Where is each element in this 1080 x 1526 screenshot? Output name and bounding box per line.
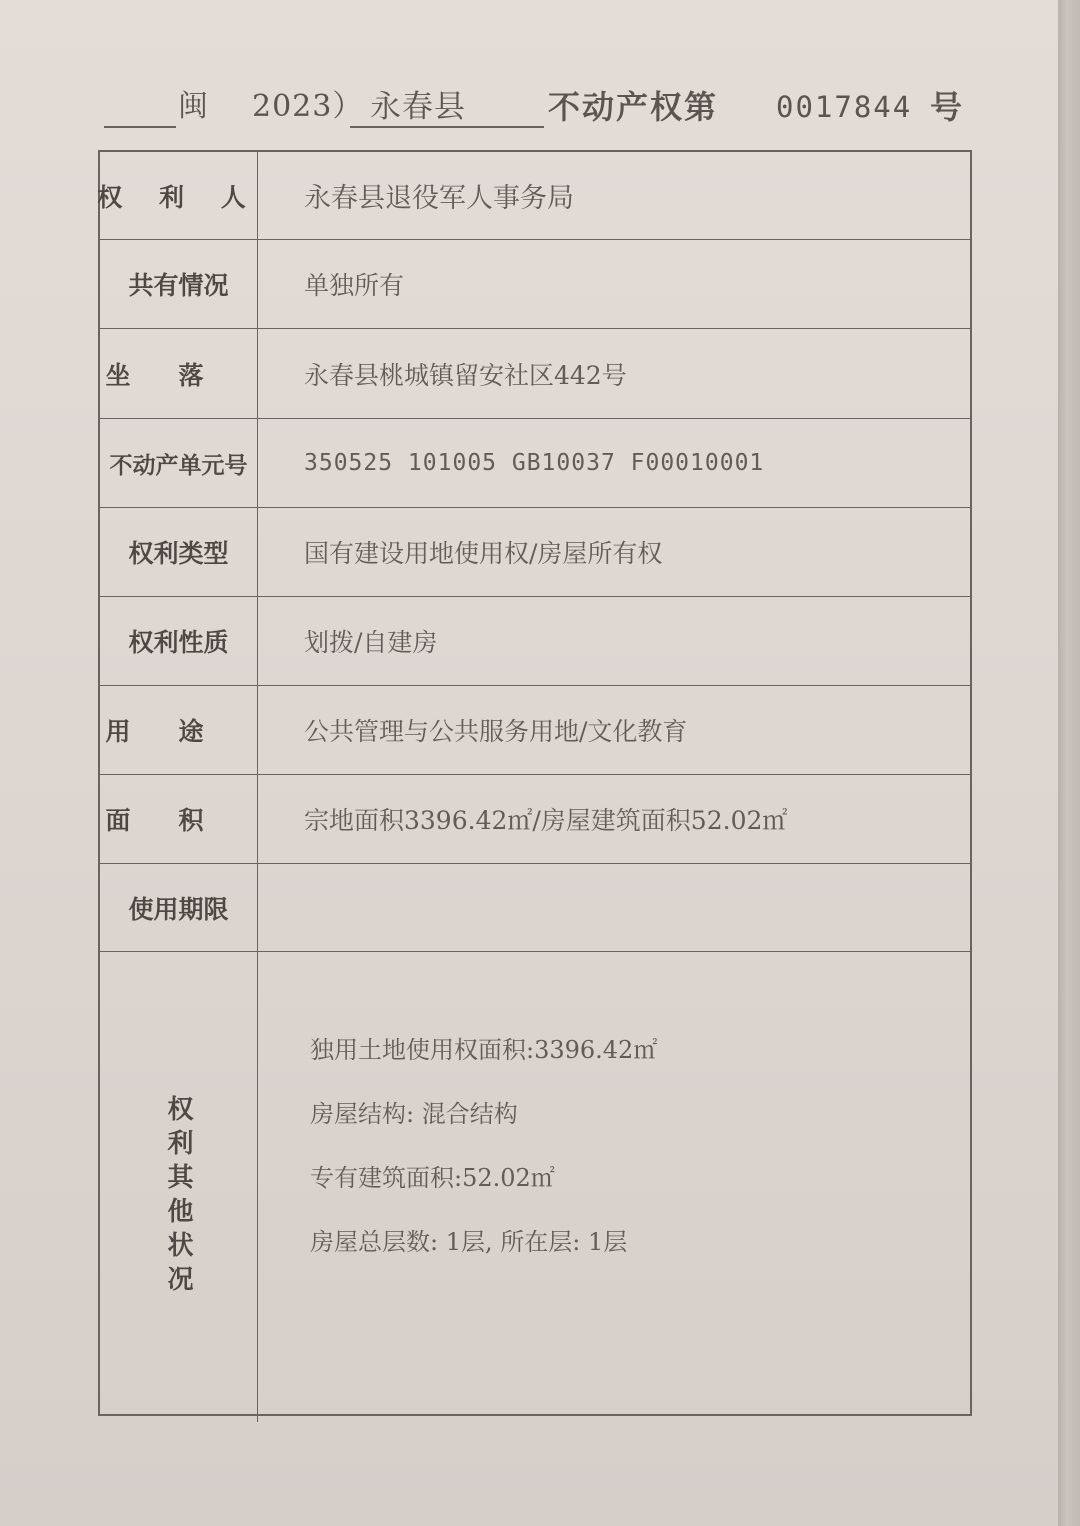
right-type-value: 国有建设用地使用权/房屋所有权 [304, 539, 663, 568]
certificate-year: 2023） [252, 89, 364, 124]
area-value: 宗地面积3396.42㎡/房屋建筑面积52.02㎡ [304, 806, 788, 835]
other-conditions-row [100, 952, 970, 1422]
right-type-label: 权利类型 [100, 508, 258, 596]
floor-info: 房屋总层数: 1层, 所在层: 1层 [310, 1228, 628, 1256]
certificate-header [100, 86, 980, 136]
other-conditions-value [258, 952, 970, 1422]
table-row [100, 419, 970, 508]
property-info-table [98, 150, 972, 1416]
right-nature-value: 划拨/自建房 [304, 628, 438, 657]
table-row [100, 508, 970, 597]
table-row [100, 864, 970, 952]
exclusive-land-area: 独用土地使用权面积:3396.42㎡ [310, 1036, 658, 1064]
term-label: 使用期限 [100, 864, 258, 951]
exclusive-building-area: 专有建筑面积:52.02㎡ [310, 1164, 555, 1192]
right-holder-value: 永春县退役军人事务局 [304, 183, 574, 214]
house-structure: 房屋结构: 混合结构 [310, 1100, 518, 1128]
table-row [100, 775, 970, 864]
term-value [258, 864, 970, 951]
usage-value: 公共管理与公共服务用地/文化教育 [304, 717, 688, 746]
other-conditions-label: 权利其他状况 [163, 1095, 193, 1299]
table-row [97, 152, 970, 240]
co-ownership-label: 共有情况 [100, 240, 258, 328]
unit-number-label: 不动产单元号 [100, 419, 258, 507]
usage-label: 用途 [100, 686, 258, 774]
location-value: 永春县桃城镇留安社区442号 [304, 360, 627, 390]
certificate-type: 不动产权第 [548, 88, 719, 126]
table-row [100, 597, 970, 686]
right-holder-label: 权 利 人 [100, 152, 258, 239]
area-label: 面积 [100, 775, 258, 863]
certificate-suffix: 号 [930, 88, 963, 126]
certificate-county: 永春县 [370, 89, 466, 125]
certificate-number: 0017844 [776, 90, 913, 124]
province-blank-line [104, 126, 176, 128]
table-row [100, 240, 970, 329]
page-edge [1058, 0, 1080, 1526]
unit-number-value: 350525 101005 GB10037 F00010001 [304, 450, 765, 476]
right-nature-label: 权利性质 [100, 597, 258, 685]
table-row [100, 686, 970, 775]
location-label: 坐落 [100, 329, 258, 418]
other-conditions-label-cell [100, 952, 258, 1422]
co-ownership-value: 单独所有 [304, 271, 405, 300]
province-abbreviation: 闽 [178, 89, 208, 124]
table-row [100, 329, 970, 419]
